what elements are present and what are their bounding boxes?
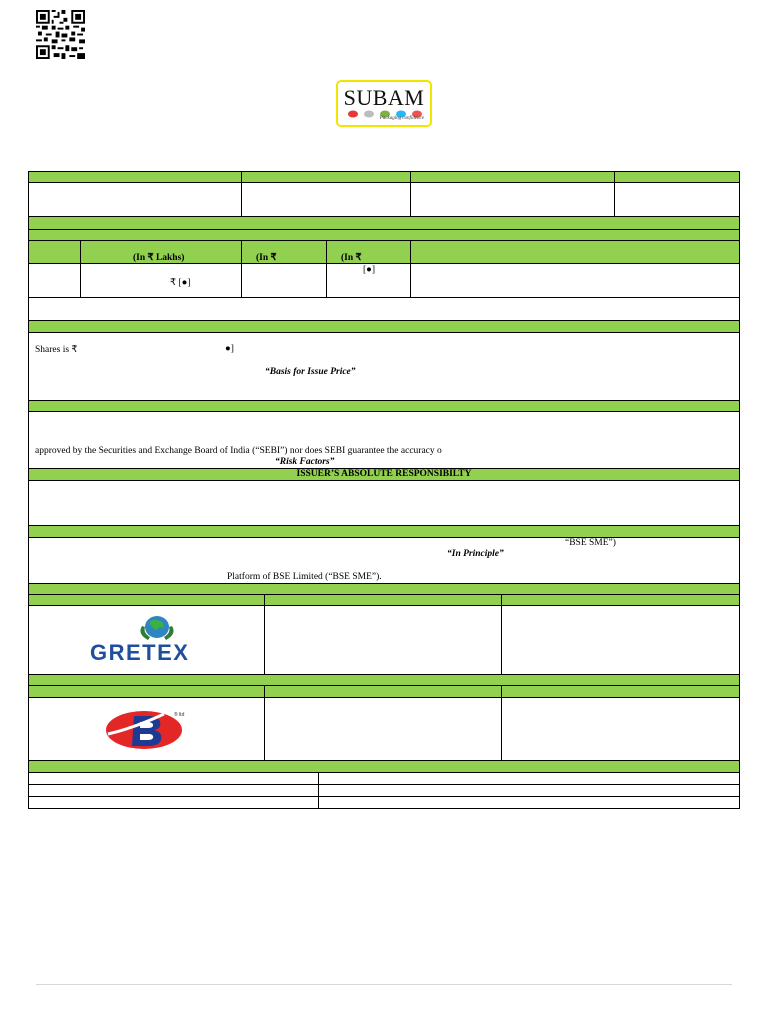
column-divider [501, 686, 502, 761]
column-divider [241, 241, 242, 298]
section-header-bar [28, 761, 740, 773]
column-divider [241, 171, 242, 217]
section-header-bar [28, 230, 740, 241]
section-header-bar [28, 584, 740, 595]
column-divider [264, 595, 265, 675]
table-row [28, 785, 740, 797]
footer-divider [36, 984, 732, 985]
column-header-lakhs: (In ₹ Lakhs) [133, 253, 185, 263]
lead-manager-logo-text: GRETEX [90, 640, 190, 665]
lead-manager-header [28, 595, 740, 606]
registrar-header [28, 686, 740, 698]
column-divider [410, 171, 411, 217]
sebi-text: approved by the Securities and Exchange Board of India (“SEBI”) nor does SEBI guarantee the accuracy o [35, 446, 442, 456]
column-header-in-rupees: (In ₹ [341, 253, 362, 263]
blank-row [28, 298, 740, 321]
section-header-bar [28, 401, 740, 412]
logo-brand: SUBAM [343, 85, 425, 110]
column-divider [318, 773, 319, 809]
qr-code [36, 10, 85, 59]
column-header-in-rupees: (In ₹ [256, 253, 277, 263]
lead-manager-logo [88, 614, 214, 664]
bracket-placeholder: [●] [363, 265, 376, 275]
offer-table-row [28, 264, 740, 298]
platform-text: Platform of BSE Limited (“BSE SME”). [227, 572, 382, 582]
risk-section [28, 412, 740, 469]
globe-icon [132, 614, 182, 642]
column-divider [614, 171, 615, 217]
price-section [28, 333, 740, 401]
table-row [28, 797, 740, 809]
bullet-close: ●] [225, 344, 234, 354]
shares-text: Shares is ₹ [35, 345, 78, 355]
issuer-heading: ISSUER’S ABSOLUTE RESPONSIBILTY [296, 469, 472, 479]
bse-sme-text: “BSE SME”) [565, 538, 616, 548]
column-divider [80, 241, 81, 298]
svg-text:® ltd: ® ltd [174, 712, 185, 718]
table-row [28, 183, 740, 217]
listing-section [28, 538, 740, 584]
company-logo [336, 80, 432, 127]
column-divider [326, 241, 327, 298]
issuer-section [28, 481, 740, 526]
risk-factors: “Risk Factors” [275, 457, 335, 467]
column-divider [501, 595, 502, 675]
price-placeholder: ₹ [●] [170, 278, 191, 288]
basis-for-issue-price: “Basis for Issue Price” [265, 367, 356, 377]
table-header-row [28, 171, 740, 183]
registrar-logo [104, 706, 194, 754]
table-row [28, 773, 740, 785]
section-header-bar [28, 217, 740, 230]
logo-tagline: Packaging confidence [379, 116, 424, 121]
section-header-bar [28, 321, 740, 333]
section-header-bar [28, 675, 740, 686]
section-header-bar [28, 526, 740, 538]
in-principle: “In Principle” [447, 549, 504, 559]
column-divider [264, 686, 265, 761]
column-divider [410, 241, 411, 298]
